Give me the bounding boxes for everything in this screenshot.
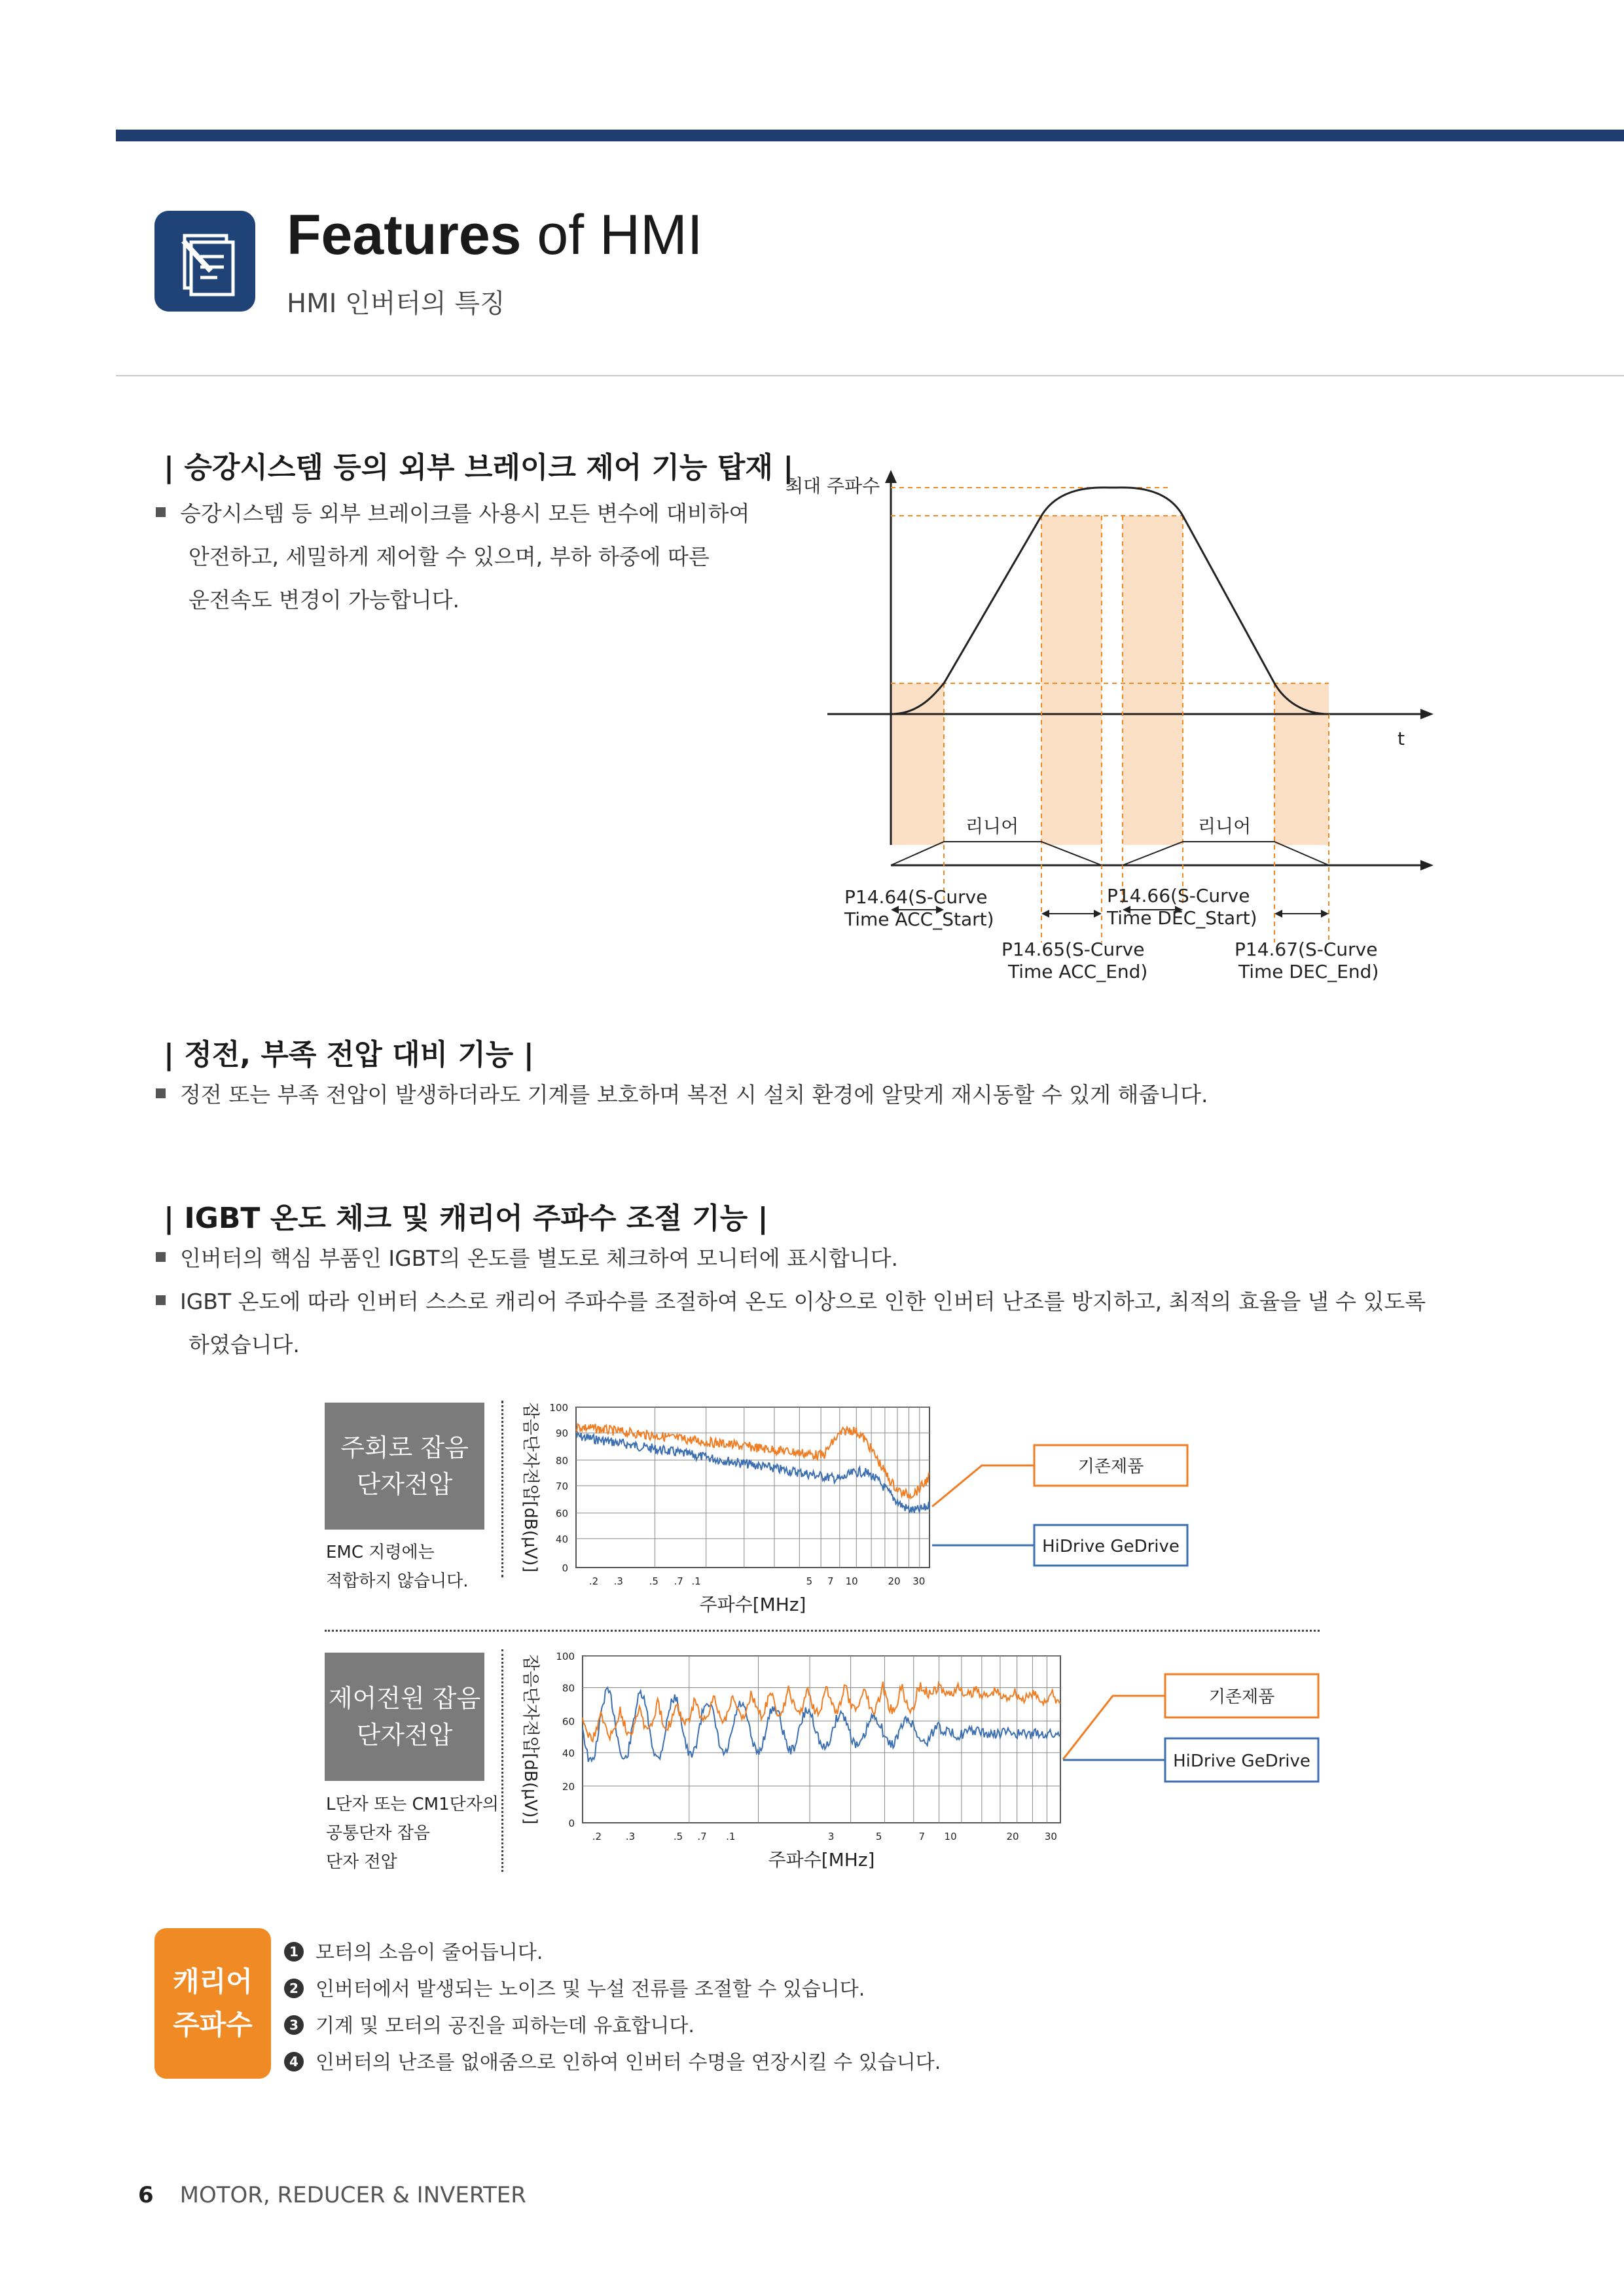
y-axis-label: 잡음단자전압[dB(μV)] [520, 1654, 540, 1825]
chart2-plot [511, 1643, 1348, 1892]
x-tick-label: 30 [1044, 1831, 1057, 1842]
page-subtitle: HMI 인버터의 특징 [287, 289, 505, 319]
x-tick-label: .1 [726, 1831, 736, 1842]
x-tick-label: .3 [625, 1831, 636, 1842]
x-tick-label: .7 [674, 1575, 683, 1587]
x-tick-label: 5 [806, 1575, 813, 1587]
legend-existing-connector [1063, 1696, 1165, 1759]
x-tick-label: .5 [649, 1575, 659, 1587]
legend-hidrive-label: HiDrive GeDrive [1042, 1537, 1180, 1556]
chart2-dotted-divider [501, 1649, 506, 1872]
p1465-line1: P14.65(S-Curve [1001, 939, 1145, 960]
x-tick-label: .1 [691, 1575, 701, 1587]
x-axis-label: 주파수[MHz] [699, 1594, 806, 1615]
x-tick-label: 5 [875, 1831, 882, 1842]
t-axis-label: t [1398, 728, 1405, 749]
region-dec-start [1123, 516, 1183, 845]
legend-existing-connector [932, 1465, 1034, 1507]
p1464-line2: Time ACC_Start) [844, 908, 994, 930]
page-title: Features of HMI [287, 204, 703, 266]
x-tick-label: 10 [845, 1575, 858, 1587]
section-heading-brake: | 승강시스템 등의 외부 브레이크 제어 기능 탑재 | [164, 451, 794, 484]
p1467-line1: P14.67(S-Curve [1235, 939, 1378, 960]
x-tick-label: 3 [827, 1831, 835, 1842]
list-item: 1 모터의 소음이 줄어듭니다. [284, 1935, 941, 1971]
carrier-frequency-badge: 캐리어 주파수 [154, 1928, 271, 2079]
region-acc-end [1041, 516, 1102, 845]
y-tick-label: 90 [555, 1427, 568, 1440]
carrier-benefit-list [284, 1935, 941, 2081]
x-tick-label: .5 [673, 1831, 683, 1842]
document-icon [154, 211, 255, 312]
x-tick-label: 10 [944, 1831, 957, 1842]
section-brake-text: 승강시스템 등 외부 브레이크를 사용시 모든 변수에 대비하여 안전하고, 세밀하게 제어할 수 있으며, 부하 하중에 따른 운전속도 변경이 가능합니다. [156, 492, 784, 622]
list-item: 2 인버터에서 발생되는 노이즈 및 누설 전류를 조절할 수 있습니다. [284, 1971, 941, 2008]
section-power-text: 정전 또는 부족 전압이 발생하더라도 기계를 보호하며 복전 시 설치 환경에 알맞게 재시동할 수 있게 해줍니다. [156, 1073, 1530, 1117]
y-tick-label: 60 [555, 1507, 568, 1520]
chart-section-divider [325, 1630, 1320, 1632]
y-axis-label: 잡음단자전압[dB(μV)] [520, 1402, 540, 1573]
x-axis-label: 주파수[MHz] [768, 1849, 875, 1871]
s-curve-diagram [785, 458, 1479, 995]
y-tick-label: 60 [562, 1715, 575, 1728]
chart2-title-box: 제어전원 잡음 단자전압 [325, 1653, 484, 1781]
y-tick-label: 100 [556, 1651, 575, 1662]
p1464-line1: P14.64(S-Curve [844, 886, 988, 908]
legend-hidrive-label: HiDrive GeDrive [1173, 1751, 1310, 1771]
y-tick-label: 70 [555, 1480, 568, 1493]
section-heading-igbt: | IGBT 온도 체크 및 캐리어 주파수 조절 기능 | [164, 1202, 768, 1235]
p1465-line2: Time ACC_End) [1008, 961, 1148, 982]
chart2-note: L단자 또는 CM1단자의 공통단자 잡음 단자 전압 [326, 1795, 499, 1872]
p1466-line1: P14.66(S-Curve [1107, 885, 1250, 906]
plot-frame [583, 1656, 1060, 1823]
top-bar [116, 130, 1624, 141]
linear-label-right: 리니어 [1198, 816, 1252, 837]
y-tick-label: 40 [562, 1747, 575, 1759]
y-tick-label: 0 [568, 1818, 575, 1829]
legend-existing-label: 기존제품 [1208, 1687, 1275, 1707]
list-item: 4 인버터의 난조를 없애줌으로 인하여 인버터 수명을 연장시킬 수 있습니다. [284, 2045, 941, 2081]
chart1-dotted-divider [501, 1401, 506, 1577]
y-tick-label: 40 [555, 1533, 568, 1545]
x-tick-label: .3 [613, 1575, 623, 1587]
x-tick-label: 30 [912, 1575, 926, 1587]
x-tick-label: .2 [588, 1575, 599, 1587]
page-footer: 6 MOTOR, REDUCER & INVERTER [138, 2182, 526, 2208]
y-tick-label: 80 [562, 1682, 575, 1695]
y-tick-label: 20 [562, 1780, 575, 1793]
x-tick-label: 7 [827, 1575, 834, 1587]
chart1-plot [511, 1394, 1348, 1623]
divider [116, 375, 1624, 376]
chart1-title-box: 주회로 잡음 단자전압 [325, 1403, 484, 1530]
s-curve-line [891, 488, 1329, 714]
list-item: 3 기계 및 모터의 공진을 피하는데 유효합니다. [284, 2008, 941, 2045]
x-tick-label: 20 [888, 1575, 901, 1587]
section-heading-power: | 정전, 부족 전압 대비 기능 | [164, 1038, 534, 1071]
legend-existing-label: 기존제품 [1077, 1457, 1144, 1477]
y-tick-label: 0 [562, 1562, 568, 1574]
x-tick-label: 20 [1006, 1831, 1019, 1842]
x-tick-label: 7 [918, 1831, 926, 1842]
p1467-line2: Time DEC_End) [1238, 961, 1379, 982]
section-igbt-text: 인버터의 핵심 부품인 IGBT의 온도를 별도로 체크하여 모니터에 표시합니다. IGBT 온도에 따라 인버터 스스로 캐리어 주파수를 조절하여 온도 이상으로 인한 인버터 난조를 방지하고, 최적의 효율을 낼 수 있도록 하였습니다. [156, 1237, 1570, 1367]
x-tick-label: .7 [697, 1831, 707, 1842]
y-axis-label: 최대 주파수 [785, 475, 880, 497]
p1466-line2: Time DEC_Start) [1107, 907, 1257, 929]
linear-label-left: 리니어 [965, 816, 1019, 837]
chart1-note: EMC 지령에는 적합하지 않습니다. [326, 1543, 469, 1591]
y-tick-label: 100 [549, 1402, 568, 1414]
y-tick-label: 80 [555, 1454, 568, 1467]
x-tick-label: .2 [592, 1831, 602, 1842]
